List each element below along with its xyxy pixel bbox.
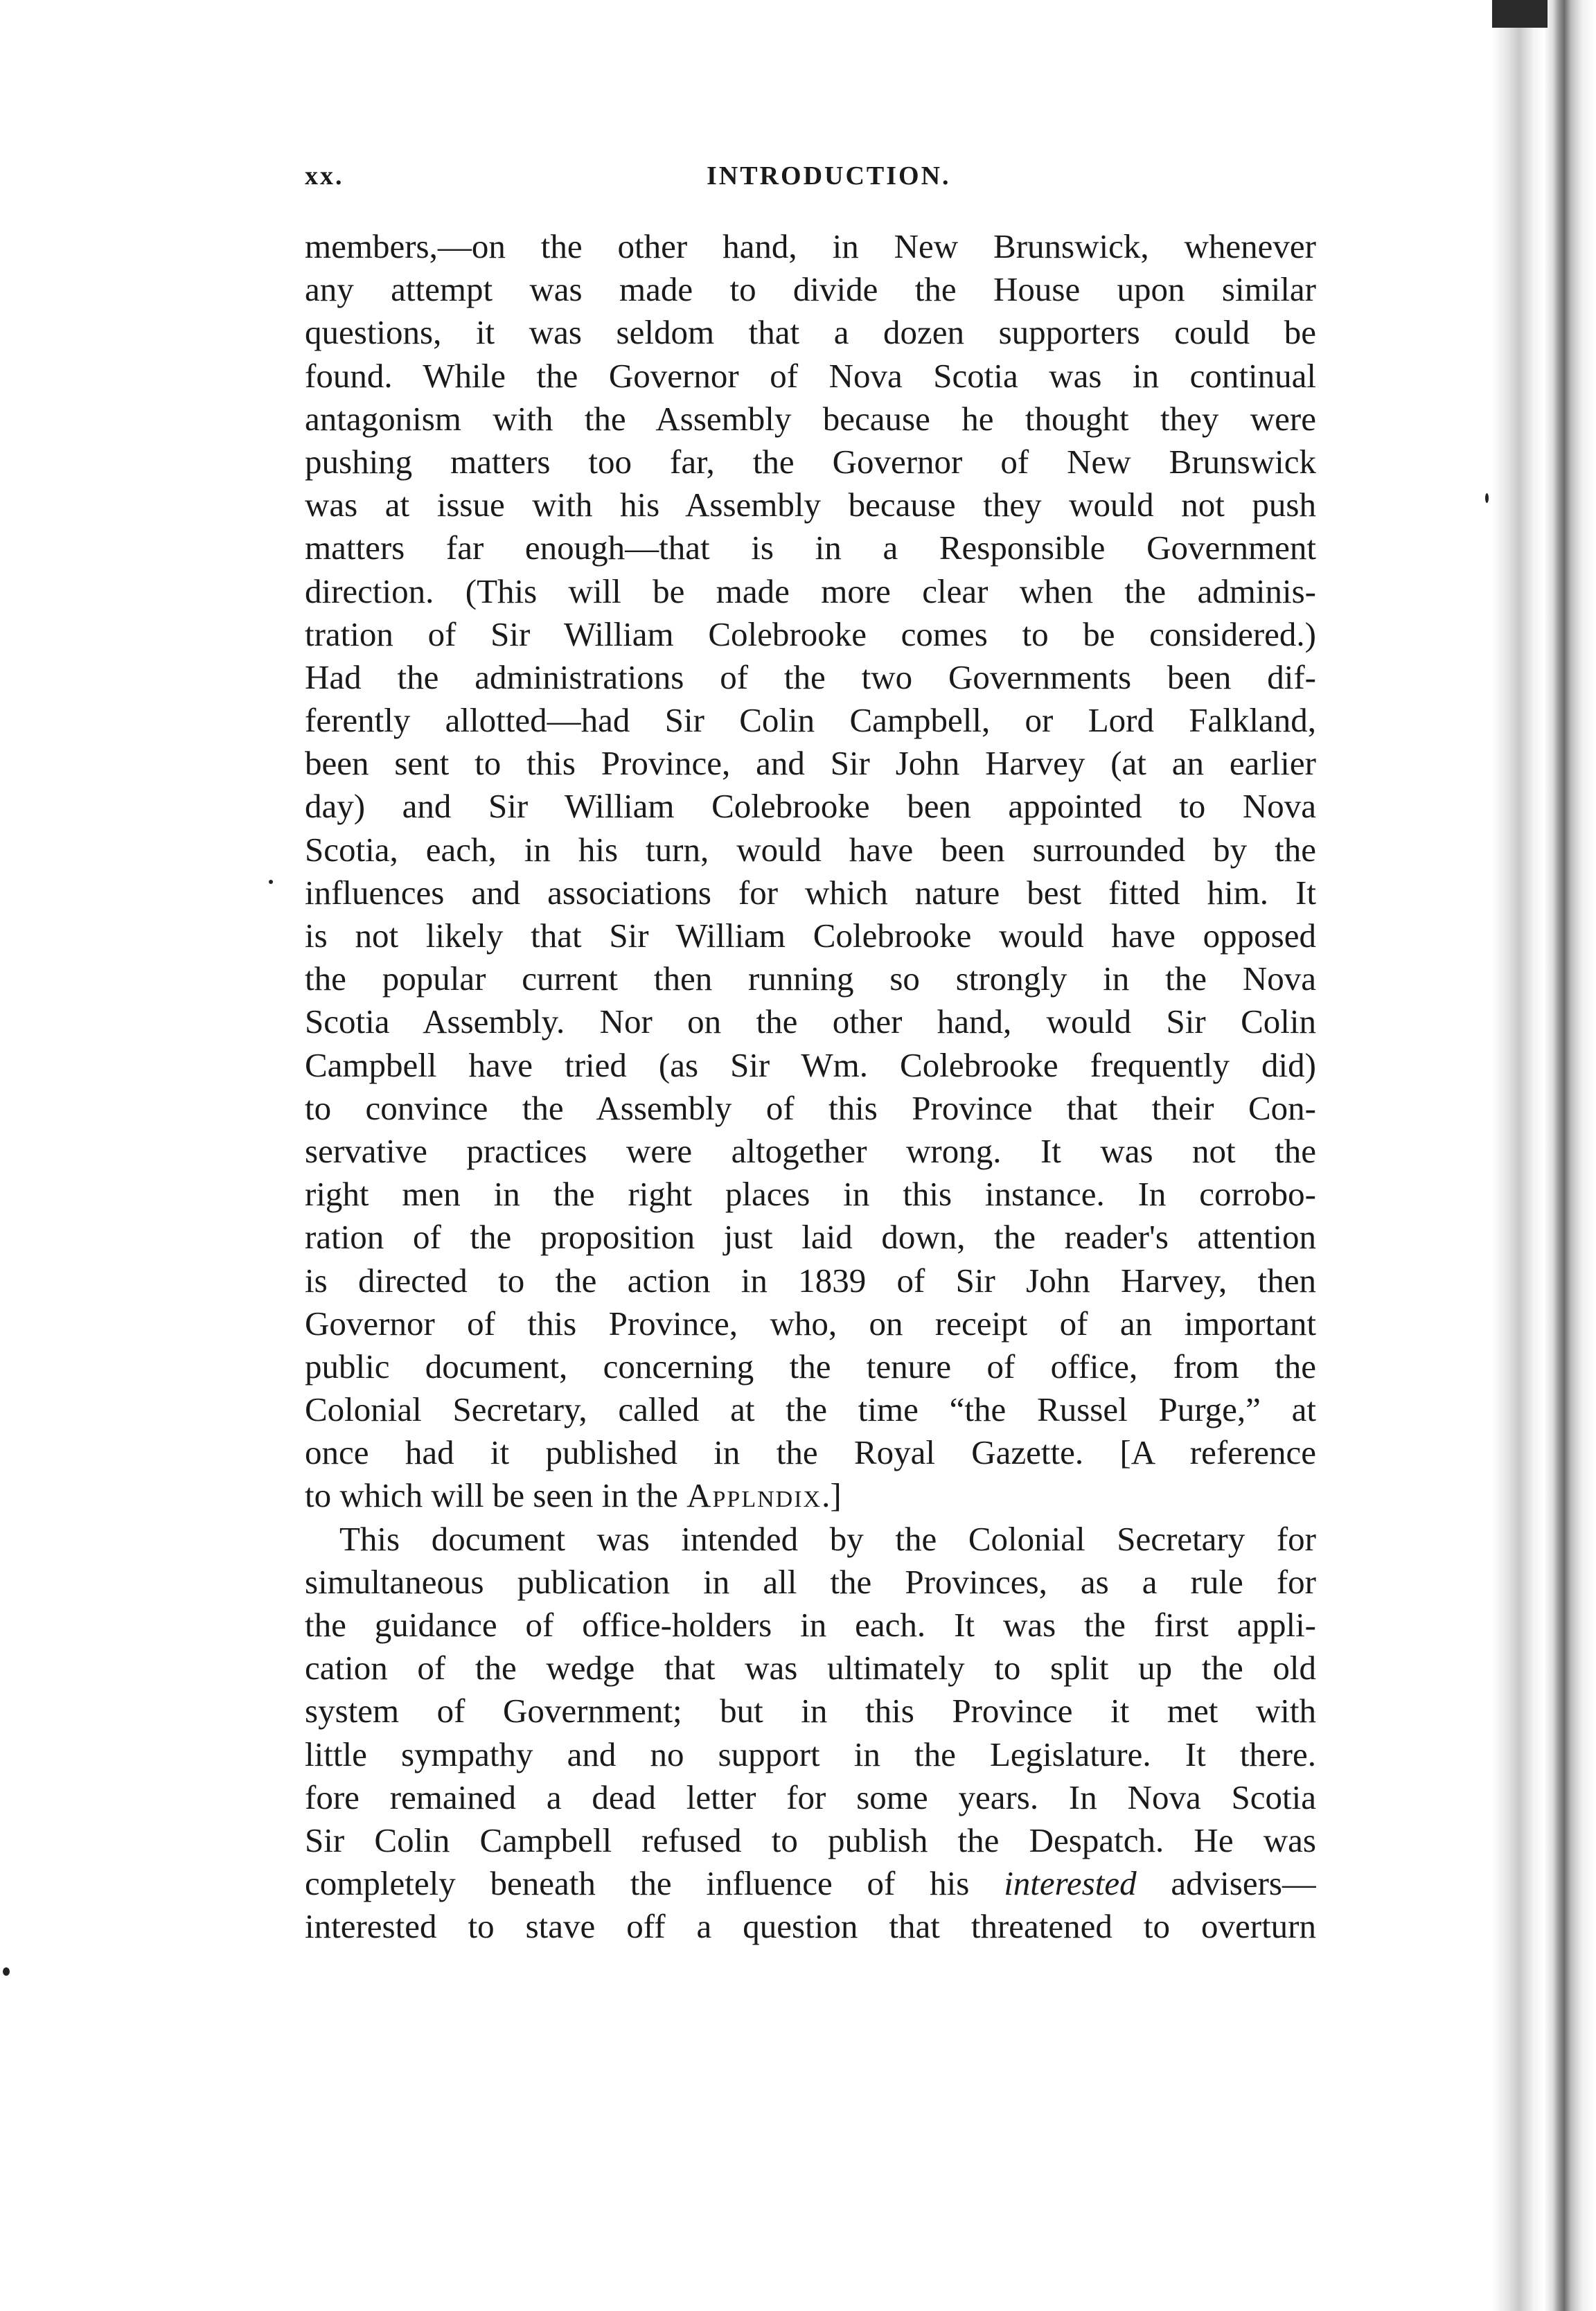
text-line: been sent to this Province, and Sir John Harvey (at an earlier [305,744,1316,783]
text-line: any attempt was made to divide the House upon similar [305,270,1316,309]
text-line: little sympathy and no support in the Legislature. It there. [305,1735,1316,1773]
text-line: Scotia, each, in his turn, would have been surrounded by the [305,830,1316,869]
text-fragment: completely beneath the influence of his [305,1864,1004,1903]
text-line: Sir Colin Campbell refused to publish the Despatch. He was [305,1821,1316,1859]
text-line: Governor of this Province, who, on receipt of an important [305,1304,1316,1343]
text-line-italic-emphasis [305,1862,1316,1905]
text-fragment: .] [822,1476,842,1515]
text-line: cation of the wedge that was ultimately to split up the old [305,1649,1316,1688]
text-line: antagonism with the Assembly because he thought they were [305,399,1316,438]
text-line: day) and Sir William Colebrooke been appointed to Nova [305,787,1316,826]
text-line: Scotia Assembly. Nor on the other hand, would Sir Colin [305,1002,1316,1041]
text-line: system of Government; but in this Province it met with [305,1692,1316,1730]
text-line-appendix-reference [305,1474,1316,1517]
margin-speck [269,880,273,884]
text-line: ration of the proposition just laid down, the reader's attention [305,1218,1316,1257]
text-line: fore remained a dead letter for some years. In Nova Scotia [305,1778,1316,1816]
text-line: pushing matters too far, the Governor of New Brunswick [305,442,1316,481]
text-line: is directed to the action in 1839 of Sir John Harvey, then [305,1261,1316,1300]
page-edge-shadow [1492,0,1596,2311]
text-line: once had it published in the Royal Gazette. [A reference [305,1433,1316,1472]
text-line: tration of Sir William Colebrooke comes to be considered.) [305,614,1316,653]
paragraph-first-line: This document was intended by the Colonial Secretary for [339,1519,1316,1558]
text-line: questions, it was seldom that a dozen supporters could be [305,313,1316,352]
text-line: the popular current then running so strongly in the Nova [305,959,1316,998]
running-head [305,161,1323,202]
text-line: influences and associations for which nature best fitted him. It [305,873,1316,912]
text-line: Colonial Secretary, called at the time “the Russel Purge,” at [305,1390,1316,1429]
text-line: is not likely that Sir William Colebrooke would have opposed [305,917,1316,955]
appendix-smallcaps: Applndix [686,1476,822,1515]
text-fragment: to which will be seen in the [305,1476,687,1515]
text-line: members,—on the other hand, in New Brunswick, whenever [305,227,1316,265]
running-title: INTRODUCTION. [707,161,951,191]
text-line: servative practices were altogether wrong. It was not the [305,1131,1316,1170]
text-line: interested to stave off a question that threatened to overturn [305,1907,1316,1946]
text-line: to convince the Assembly of this Province that their Con- [305,1088,1316,1127]
margin-speck [1485,493,1489,503]
text-line: Had the administrations of the two Governments been dif- [305,657,1316,696]
text-line: the guidance of office-holders in each. It was the first appli- [305,1606,1316,1644]
text-line: right men in the right places in this instance. In corrobo- [305,1175,1316,1214]
text-line: direction. (This will be made more clear when the adminis- [305,572,1316,610]
text-line: simultaneous publication in all the Provinces, as a rule for [305,1562,1316,1601]
text-line: was at issue with his Assembly because they would not push [305,486,1316,524]
page-corner-mark [1492,0,1548,28]
italic-emphasis: interested [1004,1864,1137,1903]
text-line: public document, concerning the tenure of office, from the [305,1347,1316,1385]
text-fragment: advisers— [1136,1864,1316,1903]
text-line: matters far enough—that is in a Responsible Government [305,529,1316,567]
page-folio: xx. [305,161,344,191]
margin-speck [3,1967,10,1976]
text-line: ferently allotted—had Sir Colin Campbell, or Lord Falkland, [305,701,1316,740]
text-line: Campbell have tried (as Sir Wm. Colebrooke frequently did) [305,1045,1316,1084]
body-text [305,225,1316,1949]
text-line: found. While the Governor of Nova Scotia was in continual [305,356,1316,395]
